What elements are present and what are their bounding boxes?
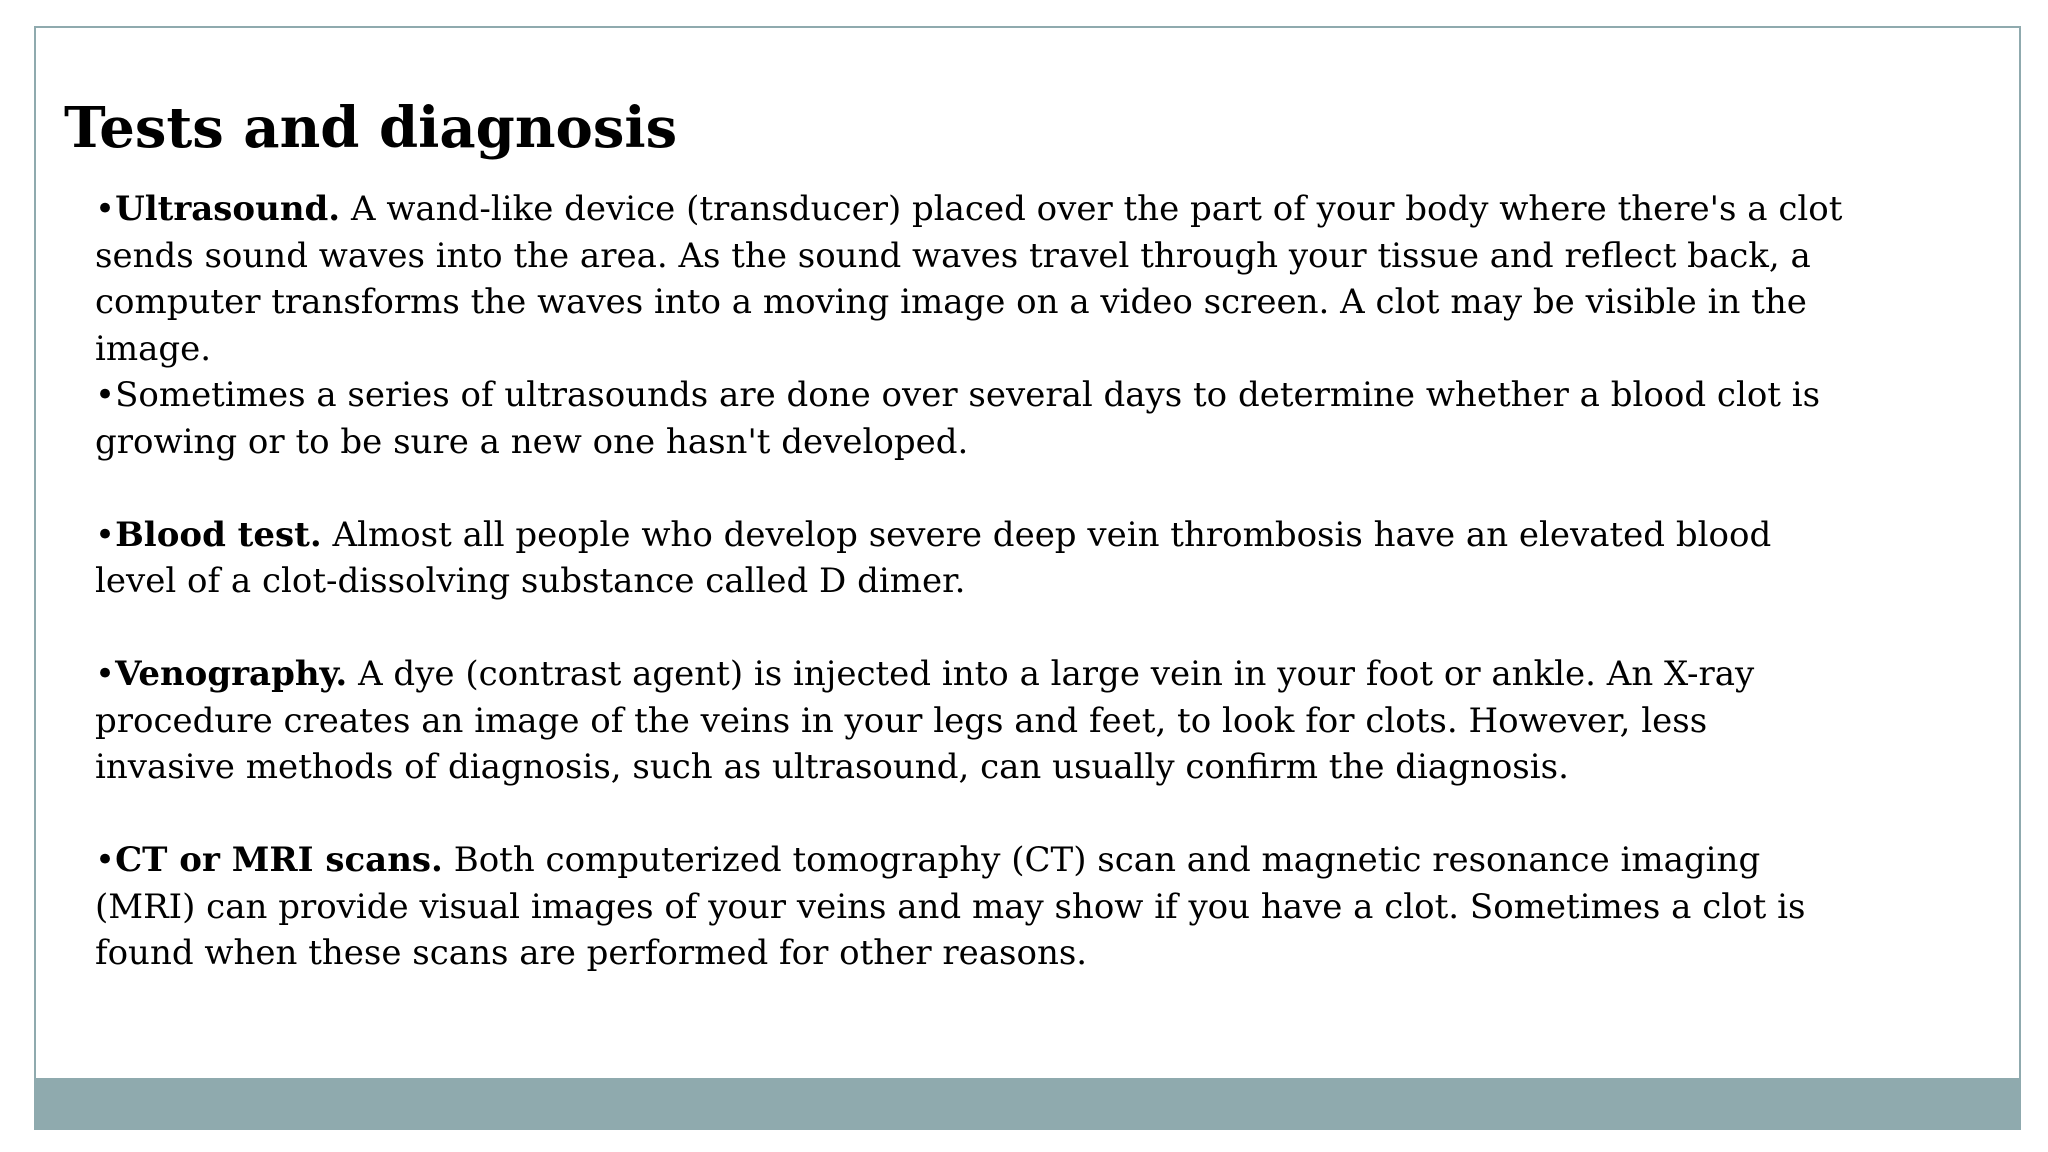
bullet-ultrasound — [95, 186, 1855, 372]
footer-accent-bar — [34, 1078, 2021, 1130]
bullet-ct-mri-scans — [95, 837, 1855, 977]
bullet-text: A wand-like device (transducer) placed over the part of your body where there's a clot sends sound waves into the area. As the sound waves travel through your tissue and reflect back, a computer transforms the waves into a moving image on a video screen. A clot may be visible in the image. — [95, 189, 1843, 369]
paragraph-gap — [95, 791, 1855, 838]
slide-title: Tests and diagnosis — [64, 95, 678, 161]
bullet-text: A dye (contrast agent) is injected into a large vein in your foot or ankle. An X-ray procedure creates an image of the veins in your legs and feet, to look for clots. However, less invasive methods of diagnosis, such as ultrasound, can usually confirm the diagnosis. — [95, 654, 1755, 787]
bullet-term: Venography. — [115, 654, 348, 694]
bullet-text: Both computerized tomography (CT) scan and magnetic resonance imaging (MRI) can provide visual images of your veins and may show if you have a clot. Sometimes a clot is found when these scans are performed for other reasons. — [95, 840, 1806, 973]
bullet-text: Sometimes a series of ultrasounds are done over several days to determine whether a blood clot is growing or to be sure a new one hasn't developed. — [95, 375, 1821, 462]
bullet-marker: • — [95, 514, 116, 555]
slide-content — [95, 186, 1855, 977]
bullet-ultrasound-series — [95, 372, 1855, 465]
bullet-marker: • — [95, 189, 116, 229]
bullet-text: Almost all people who develop severe deep vein thrombosis have an elevated blood level of a clot-dissolving substance called D dimer. — [95, 514, 1772, 601]
bullet-marker: • — [95, 375, 116, 415]
bullet-term: Ultrasound. — [115, 189, 341, 229]
bullet-term: Blood test. — [115, 514, 322, 555]
paragraph-gap — [95, 465, 1855, 512]
paragraph-gap — [95, 605, 1855, 652]
bullet-blood-test — [95, 512, 1855, 605]
bullet-term: CT or MRI scans. — [115, 840, 443, 880]
bullet-marker: • — [95, 654, 116, 694]
bullet-marker: • — [95, 840, 116, 880]
bullet-venography — [95, 651, 1855, 791]
